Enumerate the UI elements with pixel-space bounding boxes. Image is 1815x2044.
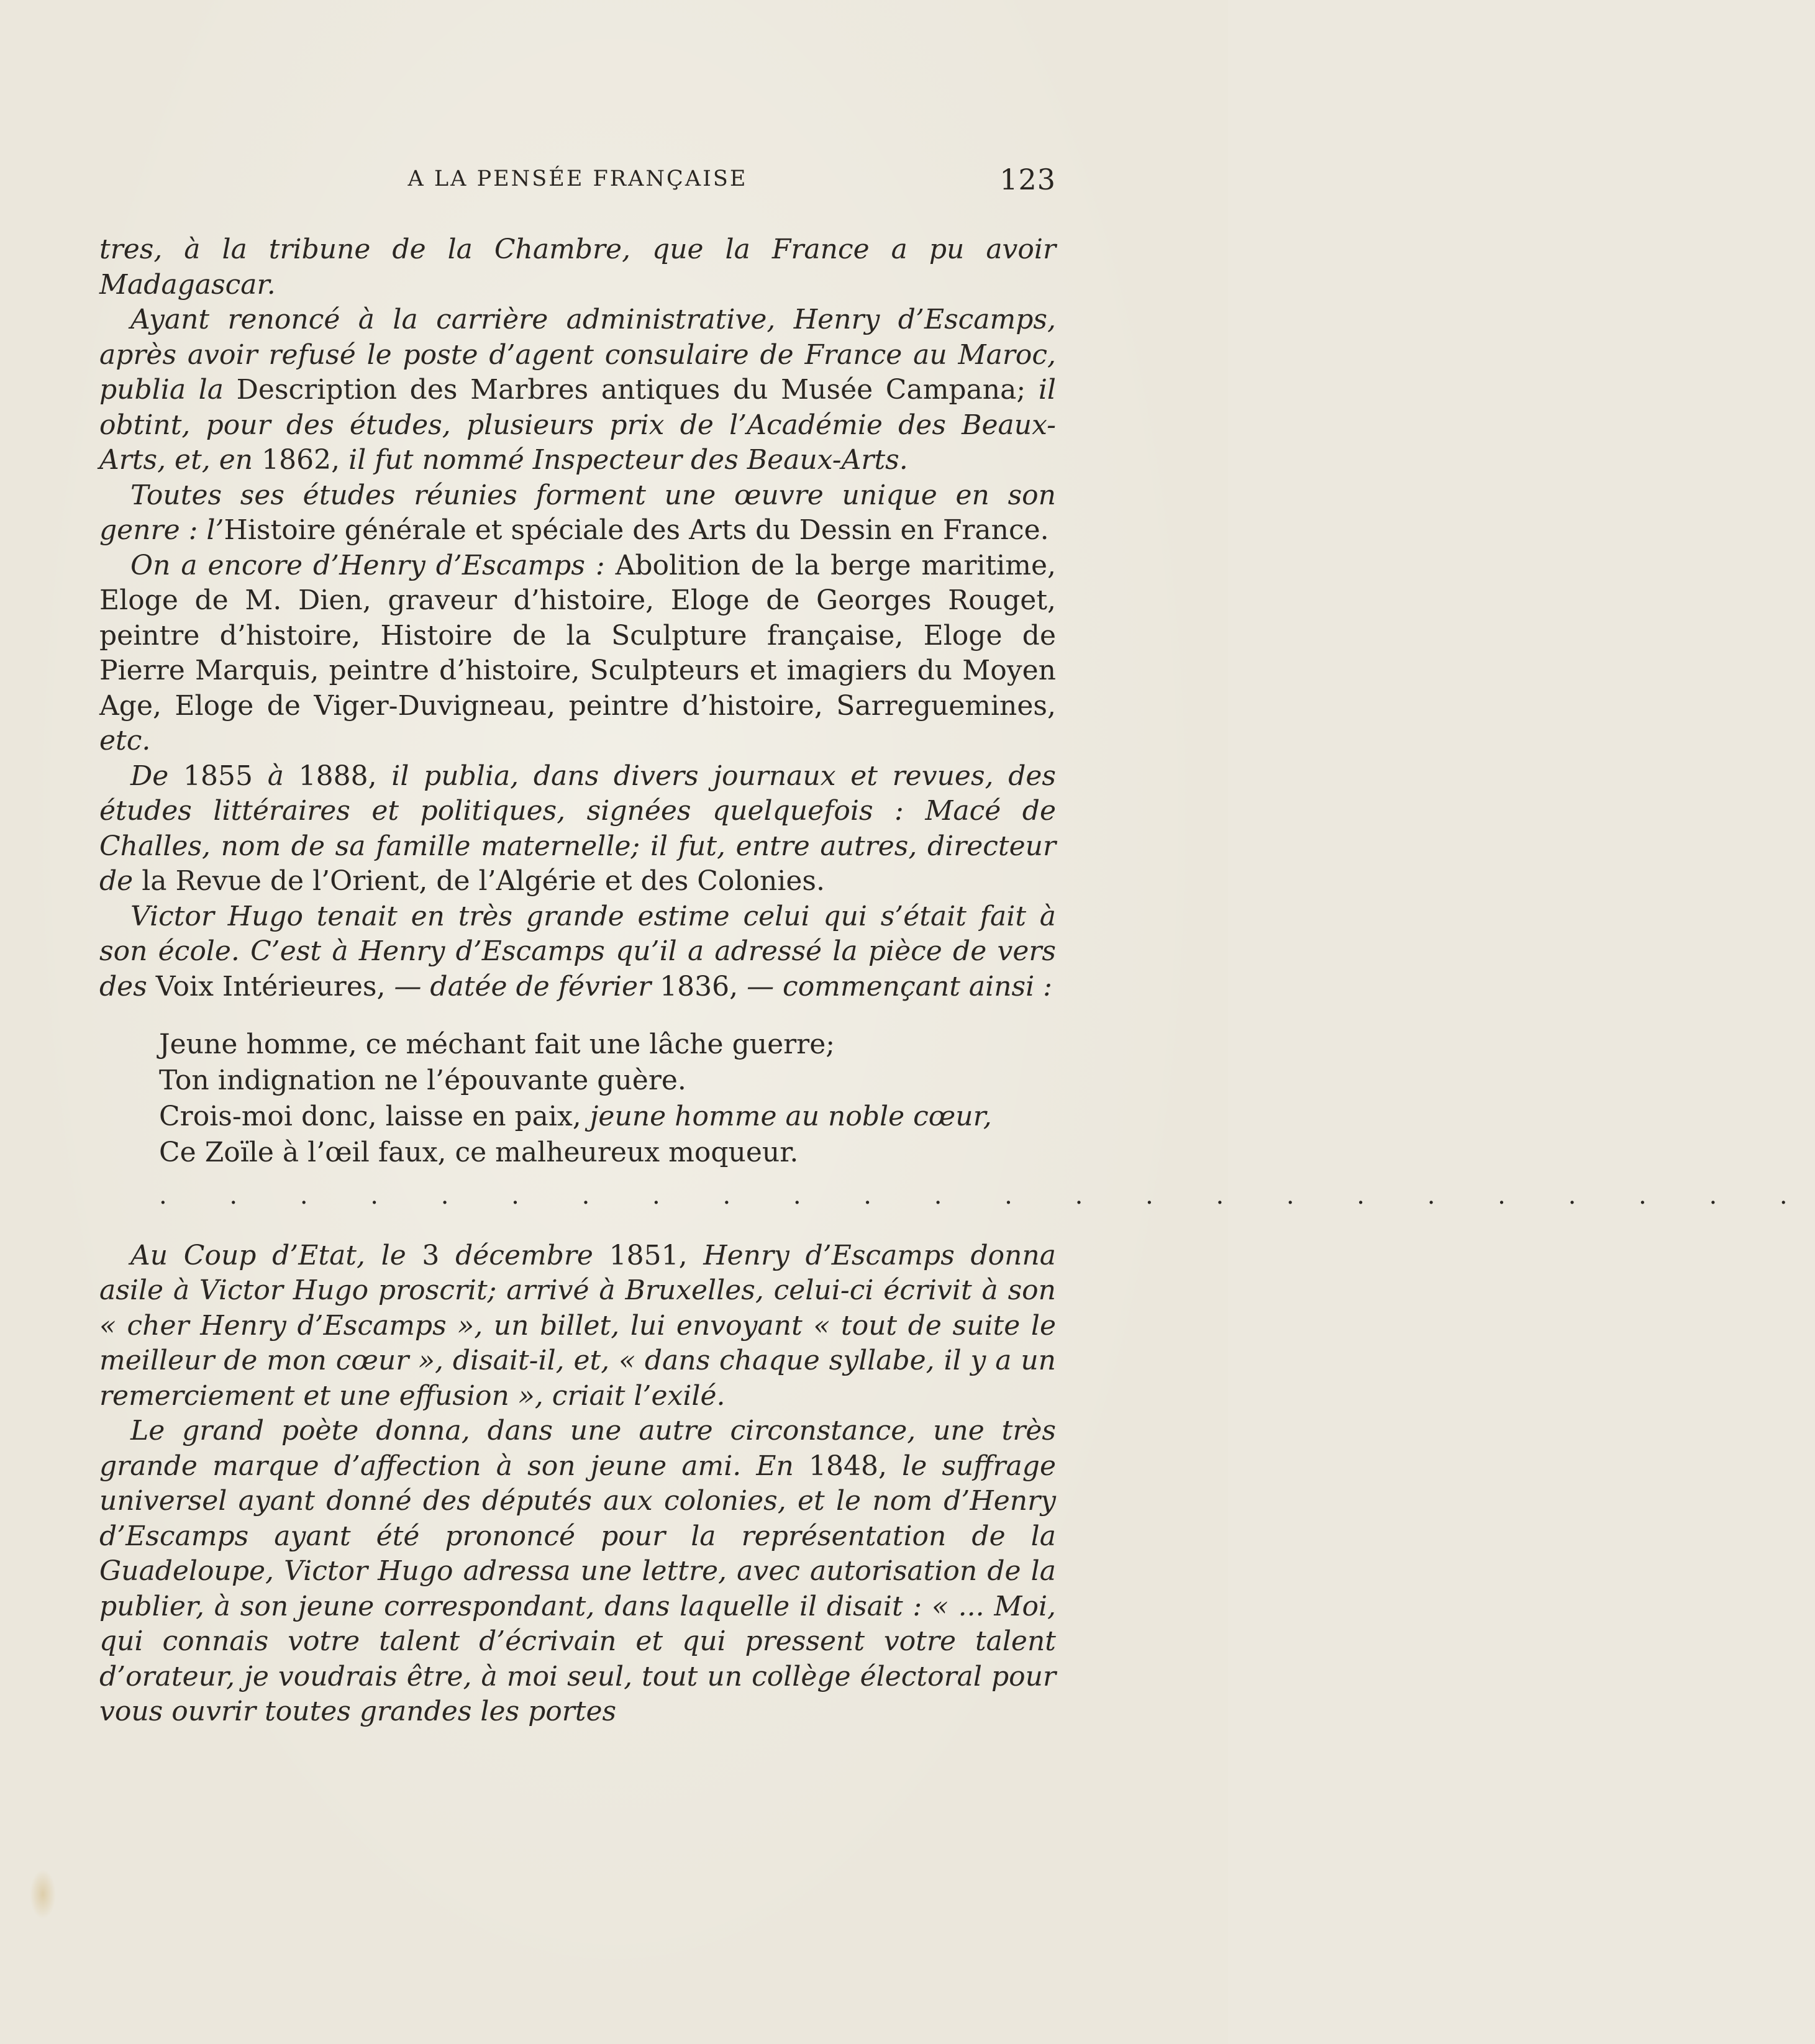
roman-run: 1855 [183,760,268,792]
roman-run: Crois-moi donc, laisse en paix, [159,1101,590,1132]
italic-run: jeune homme au noble cœur, [589,1101,992,1132]
roman-run: 1848, [809,1450,903,1482]
paragraph [99,302,1056,478]
running-title: A LA PENSÉE FRANÇAISE [407,166,748,191]
italic-run: Victor Hugo tenait en très grande estime celui qui s’était fait à son école. C’est à Henry d’Escamps qu’il a adressé la pièce de vers des [99,900,1056,1002]
paragraph [99,759,1056,899]
paragraph [99,899,1056,1005]
paragraph [99,1238,1056,1414]
italic-run: — commençant ainsi : [747,970,1052,1002]
italic-run: tres, à la tribune de la Chambre, que la France a pu avoir Madagascar. [99,234,1056,301]
roman-run: Ce Zoïle à l’œil faux, ce malheureux moqueur. [159,1137,799,1168]
italic-run: il obtint, pour des études, plusieurs prix de l’Académie des Beaux-Arts, et, en [99,374,1056,476]
running-head [99,163,1056,200]
italic-run: Au Coup d’Etat, le [130,1239,422,1271]
italic-run: etc. [99,725,151,756]
paragraphs-before-verse [99,232,1056,1004]
roman-run: 3 [422,1239,456,1271]
italic-run: Le grand poète donna, dans une autre circonstance, une très grande marque d’affection à son jeune ami. En [99,1415,1056,1482]
paragraphs-after-verse [99,1238,1056,1730]
body-text [99,232,1815,1730]
italic-run: le suffrage universel ayant donné des députés aux colonies, et le nom d’Henry d’Escamps ayant été prononcé pour la représentation de la Guadeloupe, Victor Hugo adressa une lettre, avec autorisation de la publier, à son jeune correspondant, dans laquelle il disait : « ... Moi, qui connais votre talent d’écrivain et qui pressent votre talent d’orateur, je voudrais être, à moi seul, tout un collège électoral pour vous ouvrir toutes grandes les portes [99,1450,1056,1727]
italic-run: — datée de février [394,970,660,1002]
paragraph [99,478,1056,548]
roman-run: Ton indignation ne l’épouvante guère. [159,1065,686,1096]
verse-line [159,1099,1056,1135]
italic-run: il publia, dans divers journaux et revues, des études littéraires et politiques, signées quelquefois : Macé de Challes, nom de sa famille maternelle; il fut, entre autres, directeur de [99,760,1057,897]
roman-run: Voix Intérieures, [155,970,394,1002]
roman-run: 1888, [298,760,392,792]
paper-stain [30,1869,56,1919]
roman-run: Histoire générale et spéciale des Arts du Dessin en France. [224,514,1049,546]
paragraph [99,548,1056,759]
verse-line [159,1063,1056,1099]
verse-line [159,1027,1056,1063]
italic-run: Henry d’Escamps donna asile à Victor Hugo proscrit; arrivé à Bruxelles, celui-ci écrivit à son « cher Henry d’Escamps », un billet, lui envoyant « tout de suite le meilleur de mon cœur », disait-il, et, « dans chaque syllabe, il y a un remerciement et une effusion », criait l’exilé. [99,1239,1057,1412]
roman-run: Abolition de la berge maritime, Eloge de M. Dien, graveur d’histoire, Eloge de Georges Rouget, peintre d’histoire, Histoire de la Sculpture française, Eloge de Pierre Marquis, peintre d’histoire, Sculpteurs et imagiers du Moyen Age, Eloge de Viger-Duvigneau, peintre d’histoire, Sarreguemines, [99,549,1056,722]
roman-run: 1862, [262,444,349,476]
italic-run: De [130,760,184,792]
verse-line [159,1135,1056,1171]
roman-run: 1851, [609,1239,704,1271]
italic-run: décembre [455,1239,609,1271]
paragraph [99,1414,1056,1730]
paragraph [99,232,1056,302]
roman-run: Jeune homme, ce méchant fait une lâche guerre; [159,1029,835,1060]
roman-run: 1836, [660,970,747,1002]
italic-run: il fut nommé Inspecteur des Beaux-Arts. [348,444,908,476]
italic-run: Toutes ses études réunies forment une œuvre unique en son genre : l’ [99,479,1056,546]
italic-run: Ayant renoncé à la carrière administrative, Henry d’Escamps, après avoir refusé le poste d’agent consulaire de France au Maroc, publia la [99,304,1056,406]
italic-run: On a encore d’Henry d’Escamps : [130,549,616,581]
roman-run: la Revue de l’Orient, de l’Algérie et des Colonies. [142,865,825,897]
ellipsis-row: . . . . . . . . . . . . . . . . . . . . . . . . [159,1181,1815,1210]
verse-quotation [159,1027,1056,1171]
italic-run: à [267,760,299,792]
roman-run: Description des Marbres antiques du Musée Campana; [236,374,1039,406]
page-number: 123 [999,163,1056,196]
